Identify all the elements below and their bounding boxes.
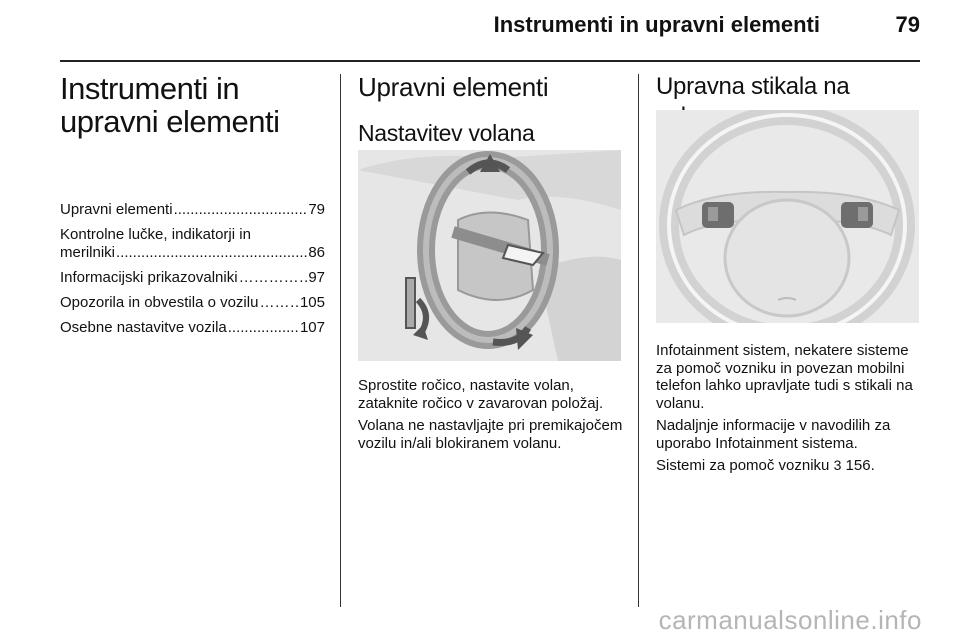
paragraph: Sprostite ročico, nastavite volan, zataknite ročico v zavarovan položaj. [358,377,604,412]
steering-adjust-section [358,72,623,452]
column-divider-1 [340,74,341,607]
section-heading: Upravna stikala na [656,73,850,100]
toc-item[interactable]: Osebne nastavitve vozila ..... 107 [60,319,325,337]
toc-item[interactable]: Upravni elementi ..... 79 [60,201,325,219]
paragraph: Nadaljnje informacije v navodilih za uporabo Infotainment sistema. [656,417,891,452]
section-heading: Upravni elementi [358,72,549,102]
watermark: carmanualsonline.info [658,605,922,635]
chapter-title: Instrumenti in upravni elementi [60,71,280,139]
subsection-heading: Nastavitev volana [358,120,535,146]
toc-item[interactable]: Kontrolne lučke, indikatorji in merilniki ..... 86 [60,226,325,262]
header-rule [60,60,920,62]
column-divider-2 [638,74,639,607]
paragraph: Infotainment sistem, nekatere sisteme za pomoč vozniku in povezan mobilni telefon lahko upravljate tudi s stikali na volanu. [656,342,913,412]
steering-wheel-adjustment-icon [358,150,621,361]
arrow-icon: 3 [833,457,842,473]
paragraph: Volana ne nastavljajte pri premikajočem vozilu in/ali blokiranem volanu. [358,417,623,452]
steering-wheel-controls-icon [656,110,919,323]
page-reference-link[interactable]: 156. [845,457,875,474]
toc-item[interactable]: Opozorila in obvestila o vozilu ………………………………………………………… 105 [60,294,325,312]
section-body [656,342,926,480]
page-header-title: Instrumenti in upravni elementi [493,12,820,37]
table-of-contents [60,201,325,337]
toc-item[interactable]: Informacijski prikazovalniki ………………………………………………………… 97 [60,269,325,287]
section-body [358,377,628,457]
toc-column [60,72,325,344]
page-number: 79 [895,12,920,37]
paragraph-reference: Sistemi za pomoč vozniku 3 156. [656,457,875,474]
